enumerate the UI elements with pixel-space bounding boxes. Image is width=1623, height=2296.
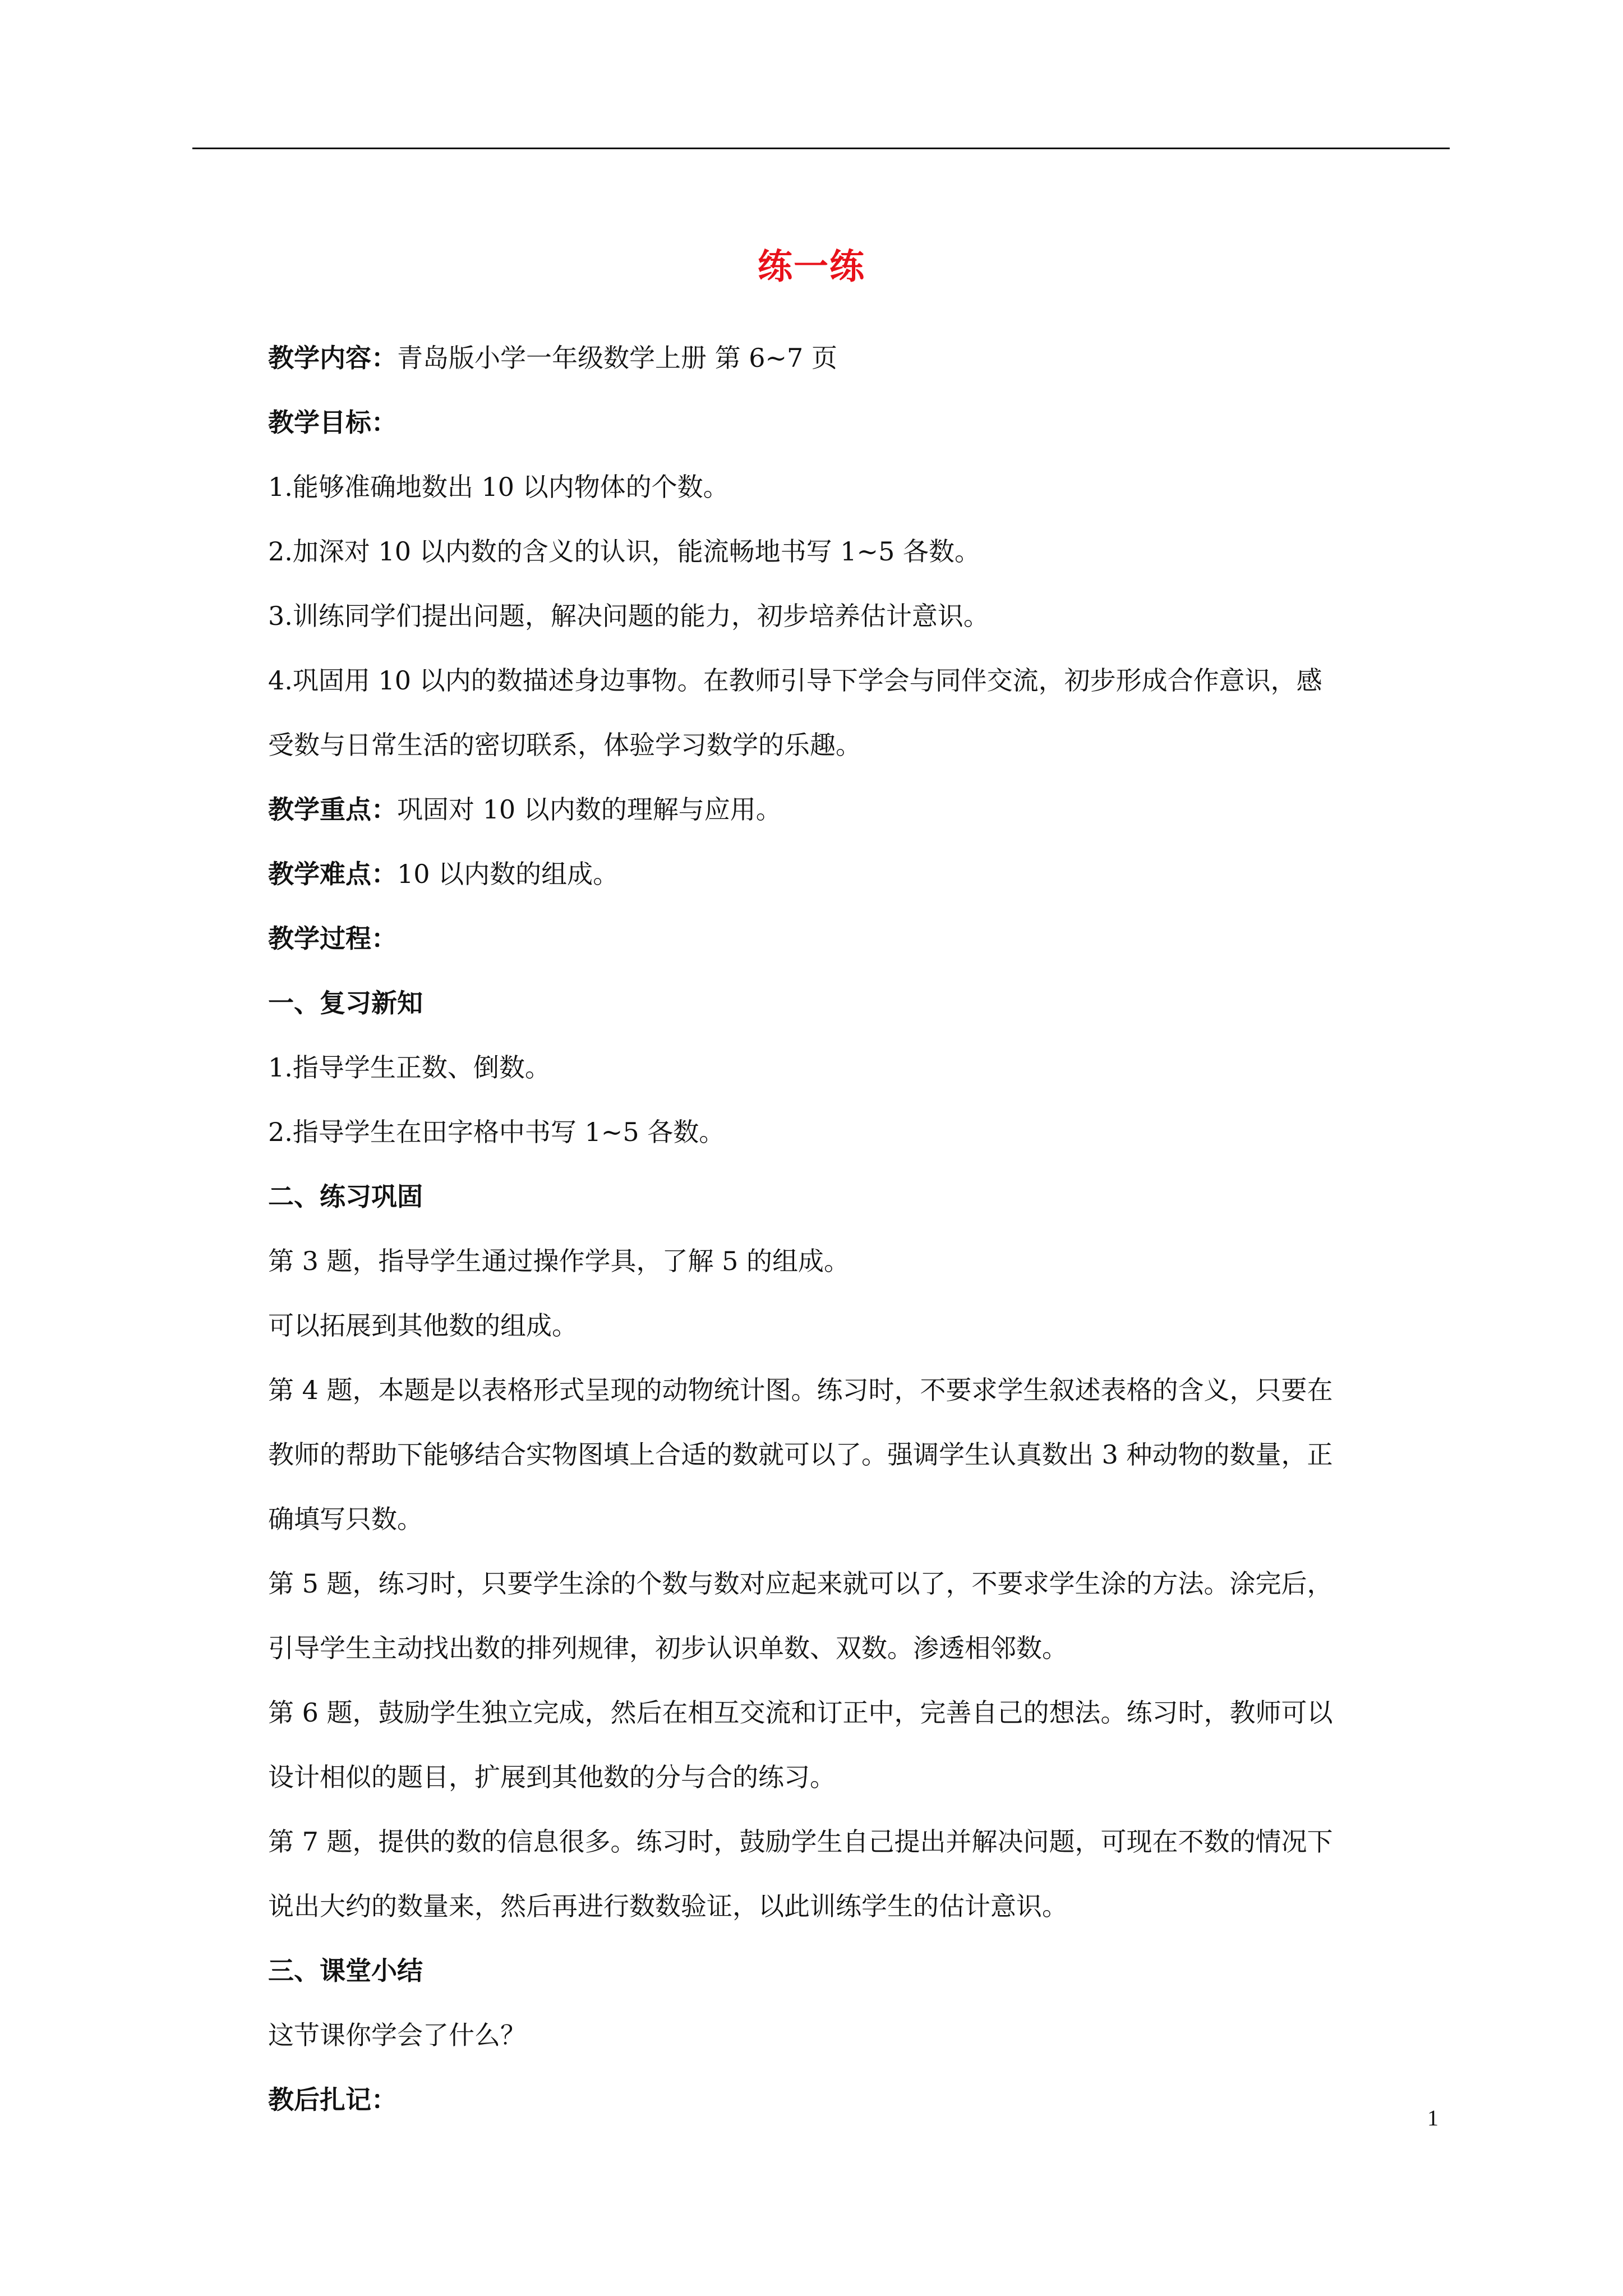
content-text: 青岛版小学一年级数学上册 第 6~7 页	[397, 343, 837, 373]
content-line	[268, 341, 1451, 375]
key-point-text: 巩固对 10 以内数的理解与应用。	[397, 794, 782, 825]
review-item: 2.指导学生在田字格中书写 1~5 各数。	[268, 1117, 725, 1147]
practice-line: 可以拓展到其他数的组成。	[268, 1310, 578, 1341]
practice-line: 引导学生主动找出数的排列规律，初步认识单数、双数。渗透相邻数。	[268, 1633, 1068, 1663]
section-heading-summary: 三、课堂小结	[268, 1955, 423, 1986]
practice-line: 第 6 题，鼓励学生独立完成，然后在相互交流和订正中，完善自己的想法。练习时，教师可以	[268, 1697, 1333, 1728]
key-point-line	[268, 793, 1451, 826]
process-heading: 教学过程：	[268, 923, 397, 954]
practice-line: 教师的帮助下能够结合实物图填上合适的数就可以了。强调学生认真数出 3 种动物的数量，正	[268, 1439, 1333, 1470]
goals-heading: 教学目标：	[268, 407, 397, 438]
key-point-label: 教学重点：	[268, 794, 397, 825]
practice-line: 设计相似的题目，扩展到其他数的分与合的练习。	[268, 1762, 836, 1792]
practice-line: 第 7 题，提供的数的信息很多。练习时，鼓励学生自己提出并解决问题，可现在不数的情况下	[268, 1826, 1333, 1857]
section-heading-review: 一、复习新知	[268, 988, 423, 1018]
goal-item-continued: 受数与日常生活的密切联系，体验学习数学的乐趣。	[268, 730, 861, 760]
goal-item: 3.训练同学们提出问题，解决问题的能力，初步培养估计意识。	[268, 601, 989, 631]
practice-line: 确填写只数。	[268, 1504, 423, 1534]
review-item: 1.指导学生正数、倒数。	[268, 1052, 551, 1083]
practice-line: 第 3 题，指导学生通过操作学具，了解 5 的组成。	[268, 1246, 850, 1276]
goal-item: 2.加深对 10 以内数的含义的认识，能流畅地书写 1~5 各数。	[268, 536, 980, 567]
difficulty-line	[268, 857, 1451, 891]
difficulty-label: 教学难点：	[268, 859, 397, 889]
practice-line: 第 5 题，练习时，只要学生涂的个数与数对应起来就可以了，不要求学生涂的方法。涂完后，	[268, 1568, 1333, 1599]
header-rule	[192, 148, 1450, 149]
practice-line: 第 4 题，本题是以表格形式呈现的动物统计图。练习时，不要求学生叙述表格的含义，只要在	[268, 1375, 1333, 1405]
section-heading-practice: 二、练习巩固	[268, 1181, 423, 1212]
page-title: 练一练	[757, 246, 865, 287]
goal-item: 1.能够准确地数出 10 以内物体的个数。	[268, 472, 729, 502]
notes-heading: 教后扎记：	[268, 2085, 397, 2115]
difficulty-text: 10 以内数的组成。	[397, 859, 619, 889]
page-number: 1	[1427, 2105, 1438, 2131]
summary-text: 这节课你学会了什么？	[268, 2020, 526, 2050]
practice-line: 说出大约的数量来，然后再进行数数验证，以此训练学生的估计意识。	[268, 1891, 1068, 1921]
goal-item: 4.巩固用 10 以内的数描述身边事物。在教师引导下学会与同伴交流，初步形成合作意识，感	[268, 665, 1322, 696]
content-label: 教学内容：	[268, 343, 397, 373]
